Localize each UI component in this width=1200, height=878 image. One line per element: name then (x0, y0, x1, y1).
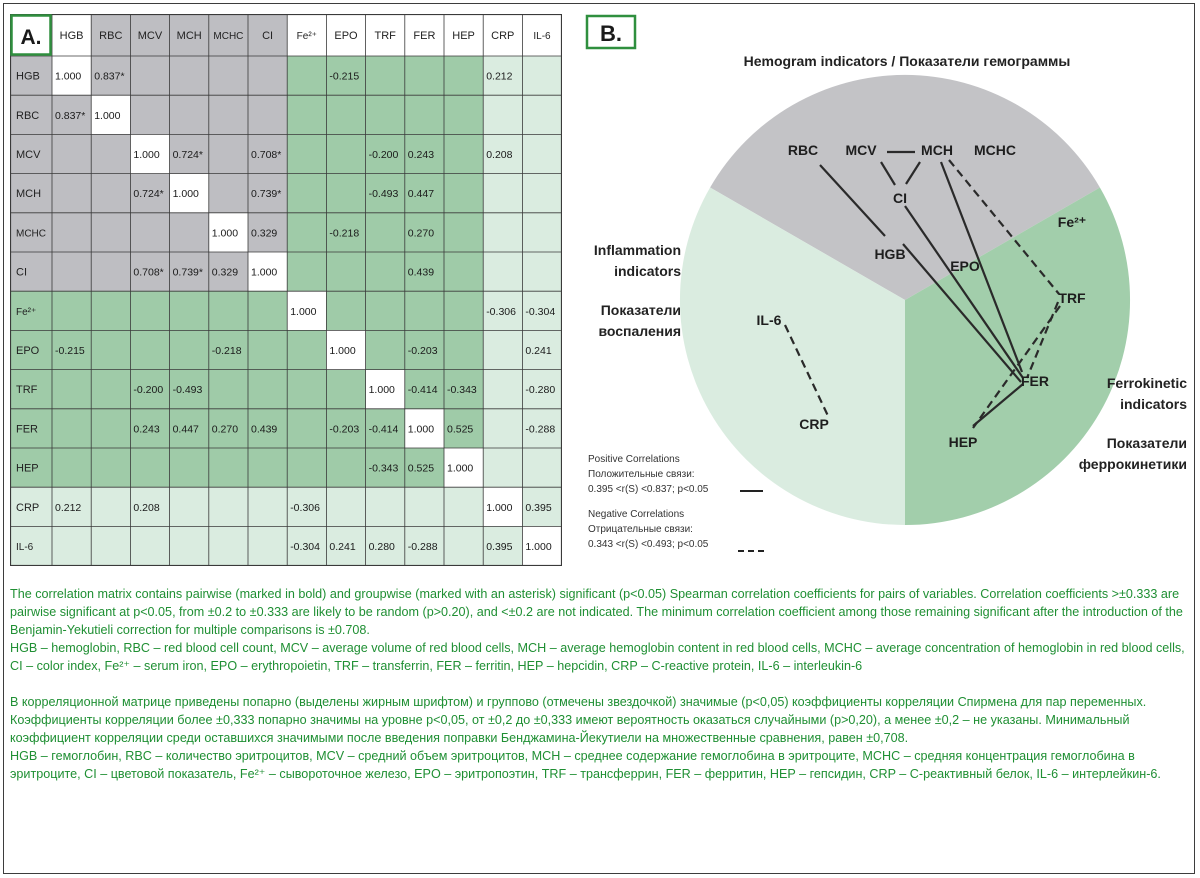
matrix-value: 0.724* (133, 188, 164, 201)
matrix-cell (522, 174, 561, 213)
matrix-cell (287, 213, 326, 252)
matrix-cell (91, 252, 130, 291)
panel-a-label: A. (20, 26, 42, 49)
matrix-cell (170, 56, 209, 95)
legend-negative-en: Negative Correlations (588, 509, 685, 520)
ferrokinetic-label-ru-1: Показатели (1106, 435, 1187, 451)
panel-b-label: B. (600, 21, 622, 46)
matrix-cell (248, 370, 287, 409)
node-hgb: HGB (874, 246, 906, 262)
matrix-value: -0.203 (407, 345, 438, 357)
matrix-value: 0.208 (133, 501, 160, 514)
matrix-cell (326, 95, 365, 134)
matrix-cell (405, 56, 444, 95)
matrix-value: 0.837* (55, 109, 86, 122)
col-header-crp: CRP (491, 30, 515, 42)
row-header-hgb: HGB (16, 70, 40, 83)
matrix-value: 0.708* (251, 149, 282, 161)
matrix-cell (483, 174, 522, 213)
matrix-cell (287, 448, 326, 487)
matrix-cell (170, 95, 209, 134)
matrix-cell (248, 487, 287, 526)
matrix-value: -0.218 (211, 345, 242, 357)
matrix-cell (326, 134, 365, 173)
matrix-cell (209, 487, 248, 526)
matrix-value: 0.439 (251, 423, 278, 436)
matrix-cell (52, 291, 91, 330)
col-header-trf: TRF (374, 30, 396, 42)
matrix-value: -0.215 (55, 345, 85, 357)
matrix-cell (52, 409, 91, 448)
matrix-cell (326, 448, 365, 487)
matrix-cell (209, 134, 248, 173)
node-ci: CI (893, 190, 907, 206)
matrix-cell (444, 213, 483, 252)
matrix-value: 0.837* (94, 70, 125, 83)
matrix-value: -0.343 (368, 462, 399, 475)
matrix-value: 1.000 (55, 70, 82, 83)
matrix-cell (444, 487, 483, 526)
col-header-ci: CI (262, 30, 274, 42)
ferrokinetic-label-en-2: indicators (1120, 396, 1187, 412)
matrix-cell (444, 252, 483, 291)
matrix-cell (248, 95, 287, 134)
legend-positive-en: Positive Correlations (588, 454, 680, 465)
matrix-value: -0.304 (290, 541, 320, 553)
matrix-cell (326, 291, 365, 330)
matrix-cell (170, 213, 209, 252)
matrix-value: -0.304 (525, 305, 556, 318)
matrix-cell (91, 134, 130, 173)
col-header-fer: FER (413, 30, 436, 42)
node-il-6: IL-6 (756, 312, 782, 328)
caption-en-paragraph-2: HGB – hemoglobin, RBC – red blood cell count, MCV – average volume of red blood cells, MCH – average hemoglobin content in red blood cells, MCHC – average concentration of hemoglobin in red blood cells, CI – color index, Fe²⁺ – serum iron, EPO – erythropoietin, TRF – transferrin, FER – ferritin, HEP – hepcidin, CRP – C-reactive protein, IL-6 – interleukin-6 (10, 641, 1185, 673)
matrix-cell (483, 330, 522, 369)
col-header-hep: HEP (452, 30, 475, 42)
matrix-cell (522, 56, 561, 95)
matrix-cell (405, 95, 444, 134)
matrix-cell (366, 95, 405, 134)
matrix-value: -0.288 (525, 423, 556, 436)
network-title: Hemogram indicators / Показатели гемограммы (743, 53, 1071, 69)
matrix-value: -0.493 (172, 384, 203, 397)
row-header-trf: TRF (16, 384, 38, 397)
matrix-cell (287, 252, 326, 291)
matrix-value: 1.000 (486, 501, 513, 514)
node-mchc: MCHC (974, 142, 1016, 158)
matrix-value: -0.414 (368, 423, 399, 436)
matrix-value: 1.000 (133, 149, 160, 161)
matrix-value: 1.000 (525, 541, 552, 553)
matrix-value: 0.329 (251, 227, 278, 240)
col-header-il-6: IL-6 (533, 31, 551, 42)
matrix-cell (52, 370, 91, 409)
matrix-value: 0.739* (251, 188, 282, 201)
node-crp: CRP (799, 416, 829, 432)
matrix-value: -0.215 (329, 70, 360, 83)
matrix-value: 1.000 (290, 305, 317, 318)
matrix-value: 0.525 (447, 423, 474, 436)
inflammation-label-ru-1: Показатели (600, 302, 681, 318)
matrix-cell (522, 213, 561, 252)
matrix-cell (91, 291, 130, 330)
matrix-cell (52, 134, 91, 173)
matrix-cell (483, 370, 522, 409)
col-header-mchc: MCHC (213, 31, 244, 42)
matrix-cell (326, 487, 365, 526)
caption-ru-paragraph-2: HGB – гемоглобин, RBC – количество эритроцитов, MCV – средний объем эритроцитов, MCH – среднее содержание гемоглобина в эритроците, MCHC – средняя концентрация гемоглобина в эритроците, CI – цветовой показатель, Fe²⁺ – сывороточное железо, EPO – эритропоэтин, TRF – трансферрин, FER – ферритин, HEP – гепсидин, CRP – C-реактивный белок, IL-6 – интерлейкин-6. (10, 749, 1161, 781)
matrix-value: 1.000 (172, 188, 199, 201)
matrix-cell (287, 409, 326, 448)
matrix-cell (405, 487, 444, 526)
legend (588, 452, 778, 552)
col-header-epo: EPO (334, 30, 358, 42)
matrix-cell (483, 448, 522, 487)
matrix-cell (287, 95, 326, 134)
correlation-matrix (10, 14, 562, 566)
matrix-value: 0.280 (368, 541, 395, 553)
matrix-cell (209, 95, 248, 134)
ferrokinetic-label-ru-2: феррокинетики (1078, 456, 1187, 472)
matrix-value: 0.270 (407, 227, 435, 240)
matrix-value: 1.000 (329, 345, 356, 357)
matrix-cell (91, 330, 130, 369)
caption-ru-paragraph-1: В корреляционной матрице приведены попарно (выделены жирным шрифтом) и группово (отмечены звездочкой) значимые (p˂0,05) коэффициенты корреляции Спирмена для пар переменных. Коэффициенты корреляции более ±0,333 попарно значимы на уровне p<0,05, от ±0,2 до ±0,333 имеют вероятность оказаться случайными (p>0,20), а менее ±0,2 – не указаны. Минимальный коэффициент корреляции среди оставшихся значимыми после введения поправки Бенджамина-Йекутиели на множественные сравнения, равен ±0,708. (10, 695, 1147, 745)
matrix-cell (91, 448, 130, 487)
matrix-cell (248, 330, 287, 369)
matrix-value: 1.000 (407, 423, 435, 436)
row-header-rbc: RBC (16, 109, 40, 122)
row-header-fe2: Fe²⁺ (16, 306, 37, 318)
matrix-value: 1.000 (94, 109, 121, 122)
matrix-value: 0.212 (486, 70, 513, 83)
matrix-cell (366, 56, 405, 95)
matrix-cell (91, 213, 130, 252)
row-header-epo: EPO (16, 345, 40, 357)
matrix-value: -0.288 (407, 541, 438, 553)
matrix-cell (130, 526, 169, 565)
node-fe2: Fe²⁺ (1057, 214, 1087, 230)
matrix-cell (287, 330, 326, 369)
matrix-cell (326, 370, 365, 409)
matrix-cell (483, 409, 522, 448)
matrix-cell (366, 291, 405, 330)
matrix-cell (248, 526, 287, 565)
matrix-cell (209, 370, 248, 409)
matrix-cell (287, 134, 326, 173)
matrix-cell (248, 291, 287, 330)
col-header-mch: MCH (176, 30, 202, 42)
matrix-value: -0.343 (447, 384, 477, 397)
legend-positive-ru: Положительные связи: (588, 469, 695, 480)
matrix-value: 0.241 (525, 345, 552, 357)
matrix-cell (170, 487, 209, 526)
matrix-cell (444, 134, 483, 173)
matrix-cell (209, 56, 248, 95)
matrix-cell (209, 448, 248, 487)
row-header-mcv: MCV (16, 149, 41, 161)
matrix-cell (522, 134, 561, 173)
matrix-cell (209, 174, 248, 213)
matrix-value: -0.200 (133, 384, 164, 397)
matrix-value: 0.447 (407, 188, 435, 201)
matrix-cell (130, 56, 169, 95)
matrix-cell (522, 448, 561, 487)
matrix-cell (287, 174, 326, 213)
matrix-cell (130, 95, 169, 134)
matrix-cell (52, 174, 91, 213)
node-epo: EPO (950, 258, 980, 274)
matrix-value: 1.000 (211, 227, 239, 240)
matrix-cell (483, 213, 522, 252)
matrix-value: -0.218 (329, 227, 360, 240)
inflammation-label-ru-2: воспаления (598, 323, 681, 339)
matrix-cell (326, 252, 365, 291)
matrix-value: -0.414 (407, 384, 438, 397)
node-trf: TRF (1058, 290, 1086, 306)
matrix-cell (366, 487, 405, 526)
row-header-crp: CRP (16, 501, 40, 514)
matrix-value: 0.395 (525, 501, 552, 514)
inflammation-label-en-1: Inflammation (593, 242, 681, 258)
matrix-value: 0.439 (407, 266, 435, 279)
row-header-hep: HEP (16, 462, 39, 475)
matrix-value: 1.000 (447, 462, 474, 475)
node-fer: FER (1021, 373, 1049, 389)
matrix-cell (170, 330, 209, 369)
matrix-cell (52, 526, 91, 565)
figure-caption (10, 585, 1192, 783)
matrix-cell (130, 213, 169, 252)
matrix-cell (405, 291, 444, 330)
matrix-cell (522, 95, 561, 134)
matrix-value: 0.329 (211, 266, 239, 279)
matrix-value: 0.243 (407, 149, 435, 161)
row-header-mch: MCH (16, 188, 42, 201)
matrix-value: 0.395 (486, 541, 513, 553)
matrix-cell (444, 56, 483, 95)
matrix-value: 1.000 (368, 384, 395, 397)
inflammation-label-en-2: indicators (614, 263, 681, 279)
node-hep: HEP (948, 434, 978, 450)
matrix-cell (170, 448, 209, 487)
matrix-cell (483, 252, 522, 291)
matrix-value: 1.000 (251, 266, 278, 279)
matrix-value: 0.270 (211, 423, 239, 436)
matrix-cell (52, 448, 91, 487)
matrix-value: -0.306 (486, 305, 516, 318)
matrix-cell (366, 213, 405, 252)
matrix-value: 0.708* (133, 266, 164, 279)
matrix-value: -0.280 (525, 384, 556, 397)
legend-positive-range: 0.395 <r(S) <0.837; p<0.05 (588, 484, 709, 495)
matrix-cell (287, 56, 326, 95)
col-header-hgb: HGB (59, 30, 84, 42)
matrix-value: 0.208 (486, 149, 513, 161)
row-header-il-6: IL-6 (16, 542, 34, 553)
node-rbc: RBC (787, 142, 819, 158)
matrix-cell (52, 213, 91, 252)
legend-negative-ru: Отрицательные связи: (588, 524, 693, 535)
caption-en-paragraph-1: The correlation matrix contains pairwise (marked in bold) and groupwise (marked with an asterisk) significant (p˂0.05) Spearman correlation coefficients for pairs of variables. Correlation coefficients >±0.333 are pairwise significant at p<0.05, from ±0.2 to ±0.333 are likely to be random (p>0.20), and <±0.2 are not indicated. The minimum correlation coefficient among those remaining significant after the introduction of the Benjamin-Yekutieli correction for multiple comparisons is ±0.708. (10, 587, 1183, 637)
matrix-value: -0.203 (329, 423, 360, 436)
matrix-cell (91, 174, 130, 213)
node-mcv: MCV (845, 142, 877, 158)
matrix-value: 0.212 (55, 501, 82, 514)
matrix-cell (444, 95, 483, 134)
matrix-cell (444, 291, 483, 330)
matrix-cell (130, 330, 169, 369)
matrix-cell (91, 370, 130, 409)
matrix-cell (130, 291, 169, 330)
correlation-matrix-panel (10, 14, 562, 566)
matrix-value: 0.525 (407, 462, 435, 475)
matrix-cell (522, 252, 561, 291)
matrix-cell (248, 56, 287, 95)
matrix-cell (287, 370, 326, 409)
matrix-cell (444, 174, 483, 213)
matrix-cell (170, 291, 209, 330)
matrix-cell (91, 526, 130, 565)
matrix-cell (444, 526, 483, 565)
matrix-cell (248, 448, 287, 487)
legend-negative-range: 0.343 <r(S) <0.493; p<0.05 (588, 539, 709, 550)
col-header-mcv: MCV (137, 30, 163, 42)
matrix-value: 0.739* (172, 266, 203, 279)
row-header-fer: FER (16, 423, 38, 436)
col-header-fe2: Fe²⁺ (296, 31, 317, 42)
matrix-cell (52, 252, 91, 291)
matrix-cell (483, 95, 522, 134)
matrix-cell (366, 330, 405, 369)
matrix-value: -0.200 (368, 149, 399, 161)
matrix-value: 0.241 (329, 541, 356, 553)
matrix-value: -0.493 (368, 188, 399, 201)
matrix-cell (130, 448, 169, 487)
ferrokinetic-label-en-1: Ferrokinetic (1106, 375, 1187, 391)
col-header-rbc: RBC (99, 30, 123, 42)
matrix-value: 0.447 (172, 423, 199, 436)
matrix-cell (91, 409, 130, 448)
matrix-cell (444, 330, 483, 369)
matrix-cell (209, 526, 248, 565)
matrix-cell (170, 526, 209, 565)
matrix-cell (326, 174, 365, 213)
matrix-value: -0.306 (290, 501, 320, 514)
matrix-value: 0.243 (133, 423, 160, 436)
matrix-value: 0.724* (172, 149, 203, 161)
matrix-cell (209, 291, 248, 330)
row-header-mchc: MCHC (16, 228, 46, 240)
node-mch: MCH (921, 142, 953, 158)
matrix-cell (366, 252, 405, 291)
row-header-ci: CI (16, 266, 27, 279)
matrix-cell (91, 487, 130, 526)
